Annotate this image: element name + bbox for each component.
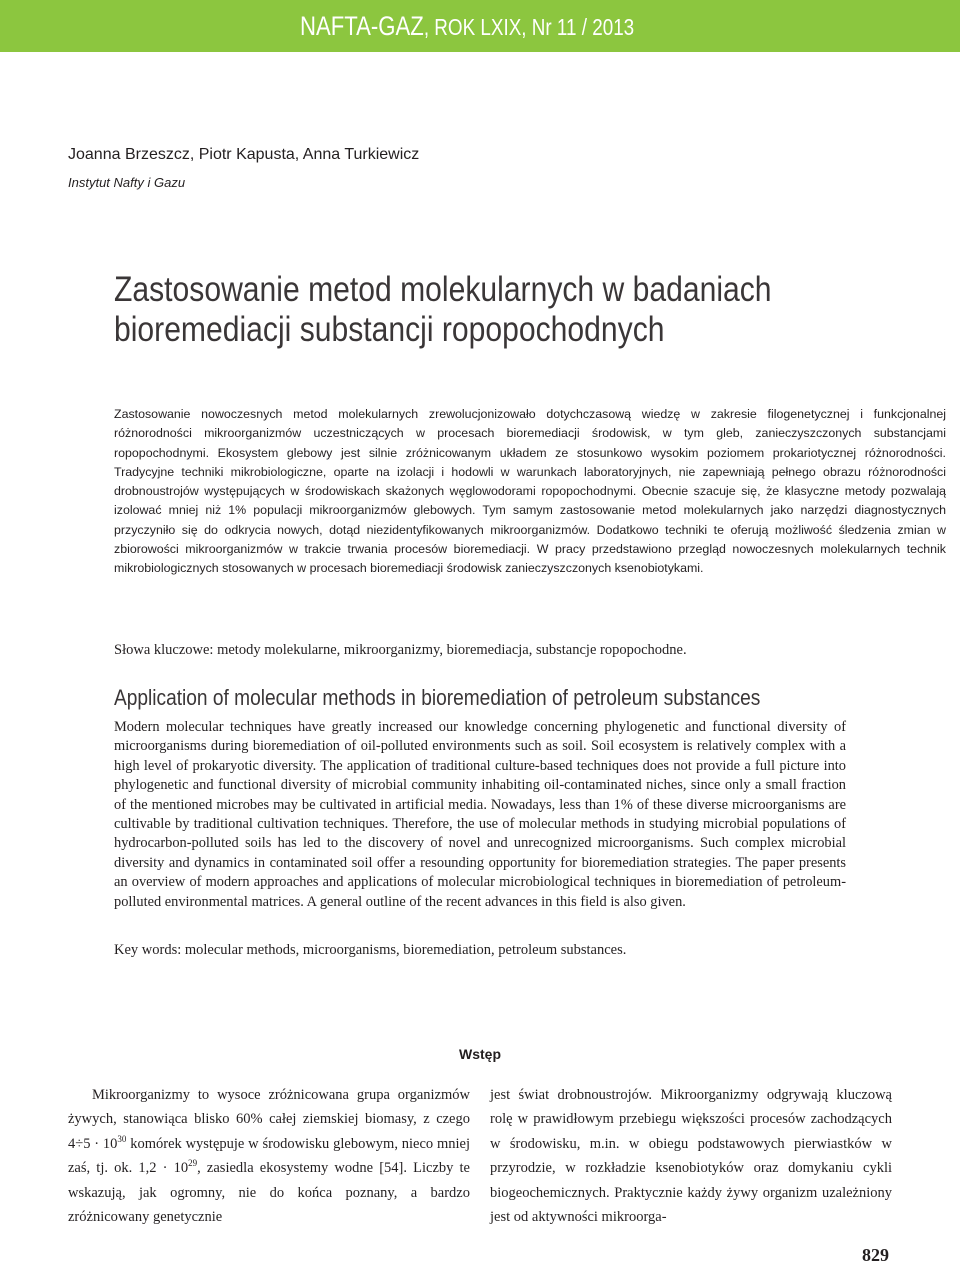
article-title-english: Application of molecular methods in bioremediation of petroleum substances [114, 685, 761, 710]
intro-paragraph-continued: jest świat drobnoustrojów. Mikroorganizmy odgrywają kluczową rolę w prawidłowym przebiegu większości procesów zachodzących w środowisku, m.in. w obiegu podstawowych pierwiastków w przyrodzie, w rozkładzie ksenobiotyków oraz domykaniu cykli biogeochemicznych. Praktycznie każdy żywy organizm uzależniony jest od aktywności mikroorga- [490, 1087, 892, 1226]
intro-paragraph [68, 1083, 470, 1229]
authors: Joanna Brzeszcz, Piotr Kapusta, Anna Turkiewicz [68, 146, 420, 163]
institution: Instytut Nafty i Gazu [68, 175, 186, 190]
body-column-right [490, 1083, 892, 1229]
title-line-2: bioremediacji substancji ropopochodnych [114, 310, 665, 349]
journal-header-bar [0, 0, 960, 52]
intro-text-part-3: , zasiedla ekosystemy wodne [54]. Liczby te wskazują, jak ogromny, nie do końca poznany, a bardzo zróżnicowany genetycznie [68, 1160, 470, 1226]
journal-name: NAFTA-GAZ [300, 11, 424, 41]
journal-issue: , ROK LXIX, Nr 11 / 2013 [423, 14, 635, 40]
title-line-1: Zastosowanie metod molekularnych w badaniach [114, 270, 772, 309]
body-column-left [68, 1083, 470, 1229]
keywords-polish: Słowa kluczowe: metody molekularne, mikroorganizmy, bioremediacja, substancje ropopochodne. [114, 642, 687, 658]
journal-title [300, 6, 825, 47]
abstract-polish: Zastosowanie nowoczesnych metod molekularnych zrewolucjonizowało dotychczasową wiedzę w zakresie filogenetycznej i funkcjonalnej różnorodności mikroorganizmów uczestniczących w procesach bioremediacji środowisk, w tym gleb, zanieczyszczonych substancjami ropopochodnymi. Ekosystem glebowy jest silnie zróżnicowanym układem ze stosunkowo wysokim poziomem prokariotycznej różnorodności. Tradycyjne techniki mikrobiologiczne, oparte na izolacji i hodowli w warunkach laboratoryjnych, nie zapewniają pełnego obrazu różnorodności drobnoustrojów występujących w środowiskach skażonych węglowodorami ropopochodnymi. Obecnie szacuje się, że klasyczne metody pozwalają izolować mniej niż 1% populacji mikroorganizmów glebowych. Tym samym zastosowanie metod molekularnych jako narzędzi diagnostycznych przyczyniło się do odkrycia nowych, dotąd niezidentyfikowanych mikroorganizmów. Dodatkowo techniki te oferują możliwość śledzenia zmian w zbiorowości mikroorganizmów w trakcie trwania procesów bioremediacji. W pracy przedstawiono przegląd nowoczesnych molekularnych technik mikrobiologicznych stosowanych w procesach bioremediacji środowisk zanieczyszczonych ksenobiotykami. [114, 407, 946, 576]
section-heading-introduction: Wstęp [459, 1046, 501, 1062]
intro-text-part-2: komórek występuje w środowisku glebowym, nieco mniej zaś, tj. ok. 1,2 · 10 [68, 1135, 470, 1177]
keywords-english: Key words: molecular methods, microorganisms, bioremediation, petroleum substances. [114, 942, 627, 958]
exponent-1: 30 [117, 1133, 127, 1144]
abstract-english: Modern molecular techniques have greatly increased our knowledge concerning phylogenetic and functional diversity of microorganisms during bioremediation of oil-polluted environments such as soil. Soil ecosystem is relatively complex with a high level of prokaryotic diversity. The application of traditional culture-based techniques does not provide a full picture into phylogenetic and functional diversity of microbial community inhabiting oil-contaminated niches, since only a small fraction of the mentioned microbes may be cultivated in artificial media. Nowadays, less than 1% of these diverse microorganisms are cultivable by traditional cultivation techniques. Therefore, the use of molecular methods in studying microbial populations of hydrocarbon-polluted soils has led to the discovery of novel and unrecognized microorganisms. Such complex microbial diversity and dynamics in contaminated soil offer a resounding opportunity for bioremediation strategies. The paper presents an overview of modern approaches and applications of molecular microbiological techniques in bioremediation of petroleum-polluted environmental matrices. A general outline of the recent advances in this field is also given. [114, 719, 846, 910]
intro-text-part-1: Mikroorganizmy to wysoce zróżnicowana grupa organizmów żywych, stanowiąca blisko 60% całej ziemskiej biomasy, z czego 4÷5 · 10 [68, 1087, 470, 1152]
article-title-polish [114, 270, 819, 350]
exponent-2: 29 [188, 1158, 198, 1169]
page-number: 829 [862, 1245, 889, 1265]
